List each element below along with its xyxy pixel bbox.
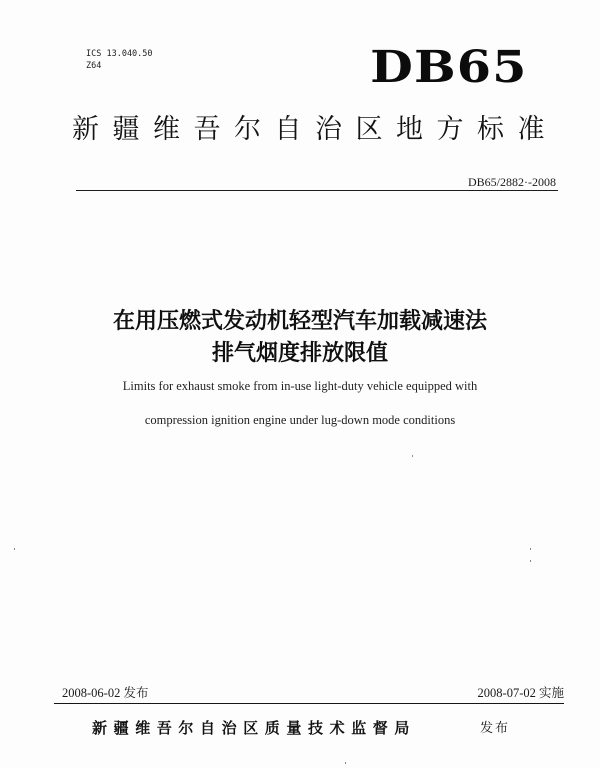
ics-code: ICS 13.040.50 [86, 49, 153, 59]
chinese-title-line-2: 排气烟度排放限值 [211, 341, 388, 366]
publish-label: 发布 [480, 721, 511, 736]
scan-speck [530, 560, 531, 562]
english-title-line-2: compression ignition engine under lug-down mode conditions [144, 413, 456, 427]
english-title [0, 378, 600, 428]
footer-divider [54, 703, 564, 704]
classification-codes [86, 48, 153, 72]
chinese-title-line-1: 在用压燃式发动机轻型汽车加载减速法 [112, 309, 487, 334]
scan-speck [14, 548, 15, 550]
header-divider [76, 190, 558, 191]
issue-date: 2008-06-02 发布 [62, 686, 149, 700]
publisher-name: 新疆维吾尔自治区质量技术监督局 [92, 719, 417, 737]
ccs-code: Z64 [86, 61, 102, 71]
standard-number: DB65/2882·-2008 [468, 175, 556, 189]
scan-speck [412, 455, 413, 457]
scan-speck [530, 548, 531, 550]
scan-speck [345, 762, 346, 764]
english-title-line-1: Limits for exhaust smoke from in-use light-duty vehicle equipped with [122, 379, 478, 393]
implementation-date: 2008-07-02 实施 [477, 686, 564, 700]
standard-logo: DB65 [370, 42, 528, 93]
organization-title: 新疆维吾尔自治区地方标准 [72, 114, 558, 145]
chinese-title [0, 306, 600, 370]
